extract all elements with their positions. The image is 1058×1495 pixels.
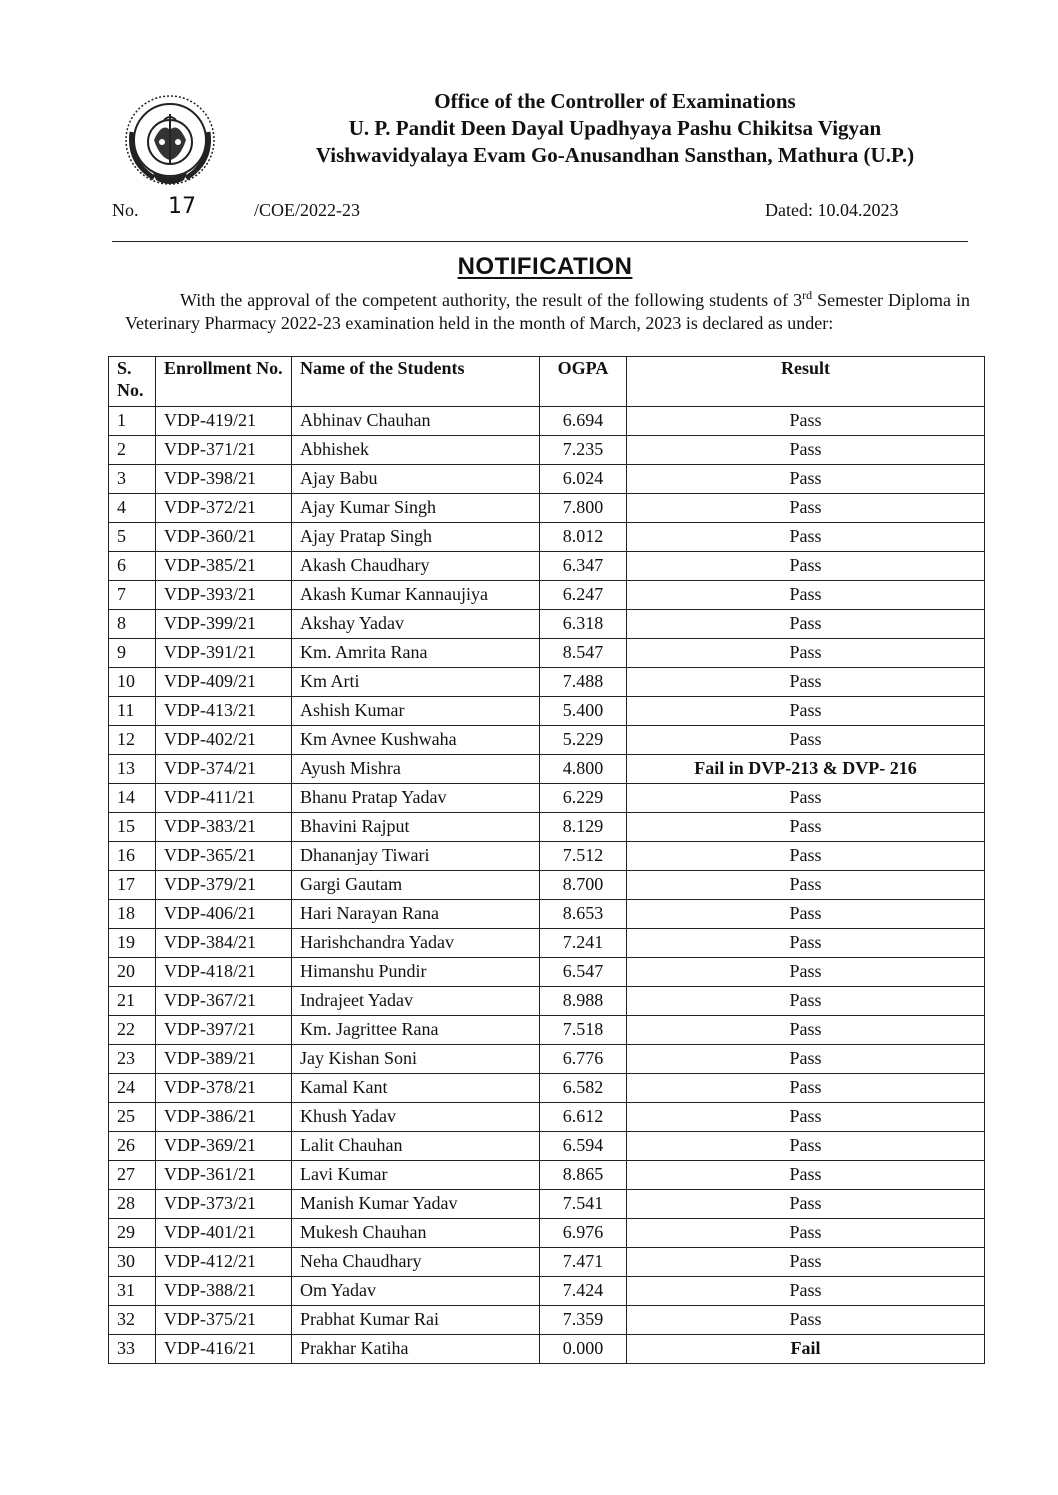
cell-enrollment: VDP-378/21 — [156, 1074, 292, 1103]
table-row — [109, 1103, 985, 1132]
header-enrollment: Enrollment No. — [156, 357, 292, 407]
cell-result: Pass — [627, 523, 985, 552]
cell-sno: 6 — [109, 552, 156, 581]
cell-ogpa: 8.547 — [540, 639, 627, 668]
cell-sno: 21 — [109, 987, 156, 1016]
cell-enrollment: VDP-388/21 — [156, 1277, 292, 1306]
cell-result: Pass — [627, 1306, 985, 1335]
cell-ogpa: 8.653 — [540, 900, 627, 929]
cell-student-name: Indrajeet Yadav — [292, 987, 540, 1016]
cell-sno: 25 — [109, 1103, 156, 1132]
cell-result: Pass — [627, 1045, 985, 1074]
cell-student-name: Abhinav Chauhan — [292, 407, 540, 436]
cell-student-name: Mukesh Chauhan — [292, 1219, 540, 1248]
cell-ogpa: 8.129 — [540, 813, 627, 842]
cell-enrollment: VDP-389/21 — [156, 1045, 292, 1074]
cell-result: Pass — [627, 581, 985, 610]
cell-result: Pass — [627, 1103, 985, 1132]
cell-student-name: Lavi Kumar — [292, 1161, 540, 1190]
cell-result: Fail — [627, 1335, 985, 1364]
cell-sno: 3 — [109, 465, 156, 494]
cell-ogpa: 7.359 — [540, 1306, 627, 1335]
cell-ogpa: 8.012 — [540, 523, 627, 552]
cell-result: Pass — [627, 987, 985, 1016]
table-row — [109, 929, 985, 958]
reference-date: Dated: 10.04.2023 — [765, 200, 899, 220]
cell-sno: 7 — [109, 581, 156, 610]
header-divider — [112, 241, 968, 242]
cell-ogpa: 6.229 — [540, 784, 627, 813]
cell-student-name: Kamal Kant — [292, 1074, 540, 1103]
table-row — [109, 610, 985, 639]
cell-enrollment: VDP-384/21 — [156, 929, 292, 958]
table-row — [109, 436, 985, 465]
table-row — [109, 1306, 985, 1335]
cell-result: Pass — [627, 958, 985, 987]
cell-ogpa: 7.471 — [540, 1248, 627, 1277]
cell-enrollment: VDP-412/21 — [156, 1248, 292, 1277]
cell-result: Pass — [627, 1277, 985, 1306]
cell-student-name: Khush Yadav — [292, 1103, 540, 1132]
cell-ogpa: 6.612 — [540, 1103, 627, 1132]
cell-enrollment: VDP-401/21 — [156, 1219, 292, 1248]
notification-title-text: NOTIFICATION — [457, 253, 633, 280]
table-row — [109, 1335, 985, 1364]
table-row — [109, 871, 985, 900]
cell-enrollment: VDP-383/21 — [156, 813, 292, 842]
cell-student-name: Jay Kishan Soni — [292, 1045, 540, 1074]
cell-result: Pass — [627, 494, 985, 523]
cell-result: Pass — [627, 552, 985, 581]
table-row — [109, 1161, 985, 1190]
cell-ogpa: 7.518 — [540, 1016, 627, 1045]
cell-student-name: Neha Chaudhary — [292, 1248, 540, 1277]
cell-result: Pass — [627, 842, 985, 871]
table-row — [109, 523, 985, 552]
cell-sno: 2 — [109, 436, 156, 465]
cell-student-name: Prabhat Kumar Rai — [292, 1306, 540, 1335]
table-row — [109, 900, 985, 929]
cell-student-name: Lalit Chauhan — [292, 1132, 540, 1161]
table-row — [109, 784, 985, 813]
cell-sno: 13 — [109, 755, 156, 784]
cell-student-name: Gargi Gautam — [292, 871, 540, 900]
cell-student-name: Ajay Babu — [292, 465, 540, 494]
cell-result: Pass — [627, 668, 985, 697]
cell-ogpa: 8.988 — [540, 987, 627, 1016]
table-row — [109, 958, 985, 987]
cell-enrollment: VDP-379/21 — [156, 871, 292, 900]
table-row — [109, 755, 985, 784]
cell-result: Pass — [627, 1074, 985, 1103]
table-row — [109, 726, 985, 755]
reference-number: 17 — [168, 194, 196, 219]
cell-enrollment: VDP-369/21 — [156, 1132, 292, 1161]
cell-enrollment: VDP-409/21 — [156, 668, 292, 697]
cell-student-name: Akash Chaudhary — [292, 552, 540, 581]
cell-sno: 30 — [109, 1248, 156, 1277]
table-row — [109, 1045, 985, 1074]
cell-ogpa: 6.776 — [540, 1045, 627, 1074]
table-header-row — [109, 357, 985, 407]
cell-result: Pass — [627, 871, 985, 900]
cell-ogpa: 6.594 — [540, 1132, 627, 1161]
reference-code: /COE/2022-23 — [254, 200, 360, 220]
cell-result: Pass — [627, 436, 985, 465]
table-row — [109, 1016, 985, 1045]
cell-sno: 33 — [109, 1335, 156, 1364]
table-row — [109, 1132, 985, 1161]
cell-student-name: Prakhar Katiha — [292, 1335, 540, 1364]
table-row — [109, 552, 985, 581]
cell-sno: 22 — [109, 1016, 156, 1045]
cell-ogpa: 8.700 — [540, 871, 627, 900]
table-row — [109, 581, 985, 610]
cell-ogpa: 6.347 — [540, 552, 627, 581]
cell-ogpa: 4.800 — [540, 755, 627, 784]
cell-enrollment: VDP-418/21 — [156, 958, 292, 987]
table-row — [109, 1277, 985, 1306]
letterhead-line-3: Vishwavidyalaya Evam Go-Anusandhan Sansthan, Mathura (U.P.) — [315, 143, 915, 167]
cell-student-name: Akash Kumar Kannaujiya — [292, 581, 540, 610]
cell-sno: 29 — [109, 1219, 156, 1248]
cell-ogpa: 7.541 — [540, 1190, 627, 1219]
cell-result: Pass — [627, 1219, 985, 1248]
table-row — [109, 494, 985, 523]
cell-ogpa: 6.247 — [540, 581, 627, 610]
cell-sno: 32 — [109, 1306, 156, 1335]
cell-enrollment: VDP-386/21 — [156, 1103, 292, 1132]
cell-sno: 16 — [109, 842, 156, 871]
cell-student-name: Akshay Yadav — [292, 610, 540, 639]
cell-student-name: Ajay Kumar Singh — [292, 494, 540, 523]
cell-enrollment: VDP-391/21 — [156, 639, 292, 668]
cell-enrollment: VDP-416/21 — [156, 1335, 292, 1364]
table-row — [109, 1248, 985, 1277]
cell-enrollment: VDP-375/21 — [156, 1306, 292, 1335]
cell-result: Pass — [627, 697, 985, 726]
header-ogpa: OGPA — [540, 357, 627, 407]
cell-student-name: Bhanu Pratap Yadav — [292, 784, 540, 813]
cell-enrollment: VDP-419/21 — [156, 407, 292, 436]
cell-sno: 8 — [109, 610, 156, 639]
cell-enrollment: VDP-360/21 — [156, 523, 292, 552]
header-name: Name of the Students — [292, 357, 540, 407]
cell-result: Pass — [627, 1132, 985, 1161]
cell-enrollment: VDP-411/21 — [156, 784, 292, 813]
table-row — [109, 465, 985, 494]
cell-sno: 20 — [109, 958, 156, 987]
cell-sno: 23 — [109, 1045, 156, 1074]
reference-no-label: No. — [112, 200, 139, 220]
cell-enrollment: VDP-367/21 — [156, 987, 292, 1016]
cell-result: Pass — [627, 639, 985, 668]
cell-student-name: Ayush Mishra — [292, 755, 540, 784]
cell-student-name: Dhananjay Tiwari — [292, 842, 540, 871]
results-table — [108, 356, 985, 1364]
cell-enrollment: VDP-397/21 — [156, 1016, 292, 1045]
cell-result: Pass — [627, 610, 985, 639]
cell-result: Pass — [627, 1161, 985, 1190]
cell-result: Pass — [627, 726, 985, 755]
cell-student-name: Bhavini Rajput — [292, 813, 540, 842]
cell-sno: 4 — [109, 494, 156, 523]
cell-enrollment: VDP-398/21 — [156, 465, 292, 494]
intro-text-1: With the approval of the competent authority, the result of the following students of 3 — [180, 290, 803, 310]
cell-ogpa: 6.547 — [540, 958, 627, 987]
letterhead — [230, 88, 1000, 169]
cell-student-name: Km Arti — [292, 668, 540, 697]
cell-sno: 31 — [109, 1277, 156, 1306]
table-row — [109, 1074, 985, 1103]
cell-enrollment: VDP-374/21 — [156, 755, 292, 784]
cell-student-name: Km. Amrita Rana — [292, 639, 540, 668]
cell-result: Pass — [627, 784, 985, 813]
cell-ogpa: 6.582 — [540, 1074, 627, 1103]
cell-result: Pass — [627, 1016, 985, 1045]
cell-ogpa: 6.976 — [540, 1219, 627, 1248]
intro-text-2: Semester Diploma in Veterinary Pharmacy 2022-23 examination held in the month of March, 2023 is declared as under: — [125, 290, 970, 333]
cell-result: Pass — [627, 1248, 985, 1277]
cell-student-name: Km. Jagrittee Rana — [292, 1016, 540, 1045]
cell-enrollment: VDP-406/21 — [156, 900, 292, 929]
cell-sno: 1 — [109, 407, 156, 436]
cell-sno: 12 — [109, 726, 156, 755]
cell-enrollment: VDP-365/21 — [156, 842, 292, 871]
table-row — [109, 668, 985, 697]
cell-sno: 5 — [109, 523, 156, 552]
cell-sno: 19 — [109, 929, 156, 958]
cell-result: Pass — [627, 929, 985, 958]
cell-enrollment: VDP-361/21 — [156, 1161, 292, 1190]
cell-ogpa: 0.000 — [540, 1335, 627, 1364]
cell-enrollment: VDP-373/21 — [156, 1190, 292, 1219]
table-row — [109, 1219, 985, 1248]
cell-enrollment: VDP-402/21 — [156, 726, 292, 755]
cell-sno: 17 — [109, 871, 156, 900]
letterhead-line-2: U. P. Pandit Deen Dayal Upadhyaya Pashu Chikitsa Vigyan — [348, 116, 882, 140]
cell-student-name: Hari Narayan Rana — [292, 900, 540, 929]
cell-enrollment: VDP-413/21 — [156, 697, 292, 726]
cell-sno: 28 — [109, 1190, 156, 1219]
cell-ogpa: 6.318 — [540, 610, 627, 639]
cell-result: Pass — [627, 900, 985, 929]
intro-superscript: rd — [802, 288, 813, 302]
cell-sno: 11 — [109, 697, 156, 726]
cell-student-name: Abhishek — [292, 436, 540, 465]
cell-student-name: Harishchandra Yadav — [292, 929, 540, 958]
cell-result: Fail in DVP-213 & DVP- 216 — [627, 755, 985, 784]
cell-sno: 10 — [109, 668, 156, 697]
cell-ogpa: 7.235 — [540, 436, 627, 465]
cell-sno: 9 — [109, 639, 156, 668]
cell-sno: 24 — [109, 1074, 156, 1103]
table-row — [109, 842, 985, 871]
cell-result: Pass — [627, 813, 985, 842]
cell-student-name: Himanshu Pundir — [292, 958, 540, 987]
cell-enrollment: VDP-393/21 — [156, 581, 292, 610]
cell-sno: 26 — [109, 1132, 156, 1161]
table-row — [109, 1190, 985, 1219]
cell-student-name: Om Yadav — [292, 1277, 540, 1306]
university-seal-logo — [114, 92, 228, 188]
header-sno: S. No. — [109, 357, 156, 407]
cell-sno: 18 — [109, 900, 156, 929]
cell-result: Pass — [627, 465, 985, 494]
cell-ogpa: 8.865 — [540, 1161, 627, 1190]
cell-enrollment: VDP-371/21 — [156, 436, 292, 465]
cell-enrollment: VDP-399/21 — [156, 610, 292, 639]
cell-student-name: Ajay Pratap Singh — [292, 523, 540, 552]
table-row — [109, 639, 985, 668]
cell-ogpa: 5.229 — [540, 726, 627, 755]
table-row — [109, 697, 985, 726]
table-row — [109, 987, 985, 1016]
cell-ogpa: 7.424 — [540, 1277, 627, 1306]
cell-ogpa: 7.800 — [540, 494, 627, 523]
cell-sno: 27 — [109, 1161, 156, 1190]
cell-enrollment: VDP-372/21 — [156, 494, 292, 523]
cell-result: Pass — [627, 1190, 985, 1219]
cell-ogpa: 6.024 — [540, 465, 627, 494]
cell-enrollment: VDP-385/21 — [156, 552, 292, 581]
cell-student-name: Ashish Kumar — [292, 697, 540, 726]
cell-ogpa: 7.241 — [540, 929, 627, 958]
letterhead-line-1: Office of the Controller of Examinations — [434, 89, 796, 113]
cell-ogpa: 6.694 — [540, 407, 627, 436]
table-row — [109, 813, 985, 842]
notification-title — [0, 253, 1058, 281]
cell-ogpa: 5.400 — [540, 697, 627, 726]
cell-result: Pass — [627, 407, 985, 436]
cell-sno: 15 — [109, 813, 156, 842]
table-row — [109, 407, 985, 436]
cell-student-name: Manish Kumar Yadav — [292, 1190, 540, 1219]
header-result: Result — [627, 357, 985, 407]
cell-sno: 14 — [109, 784, 156, 813]
cell-ogpa: 7.488 — [540, 668, 627, 697]
intro-paragraph — [125, 284, 970, 335]
cell-ogpa: 7.512 — [540, 842, 627, 871]
cell-student-name: Km Avnee Kushwaha — [292, 726, 540, 755]
